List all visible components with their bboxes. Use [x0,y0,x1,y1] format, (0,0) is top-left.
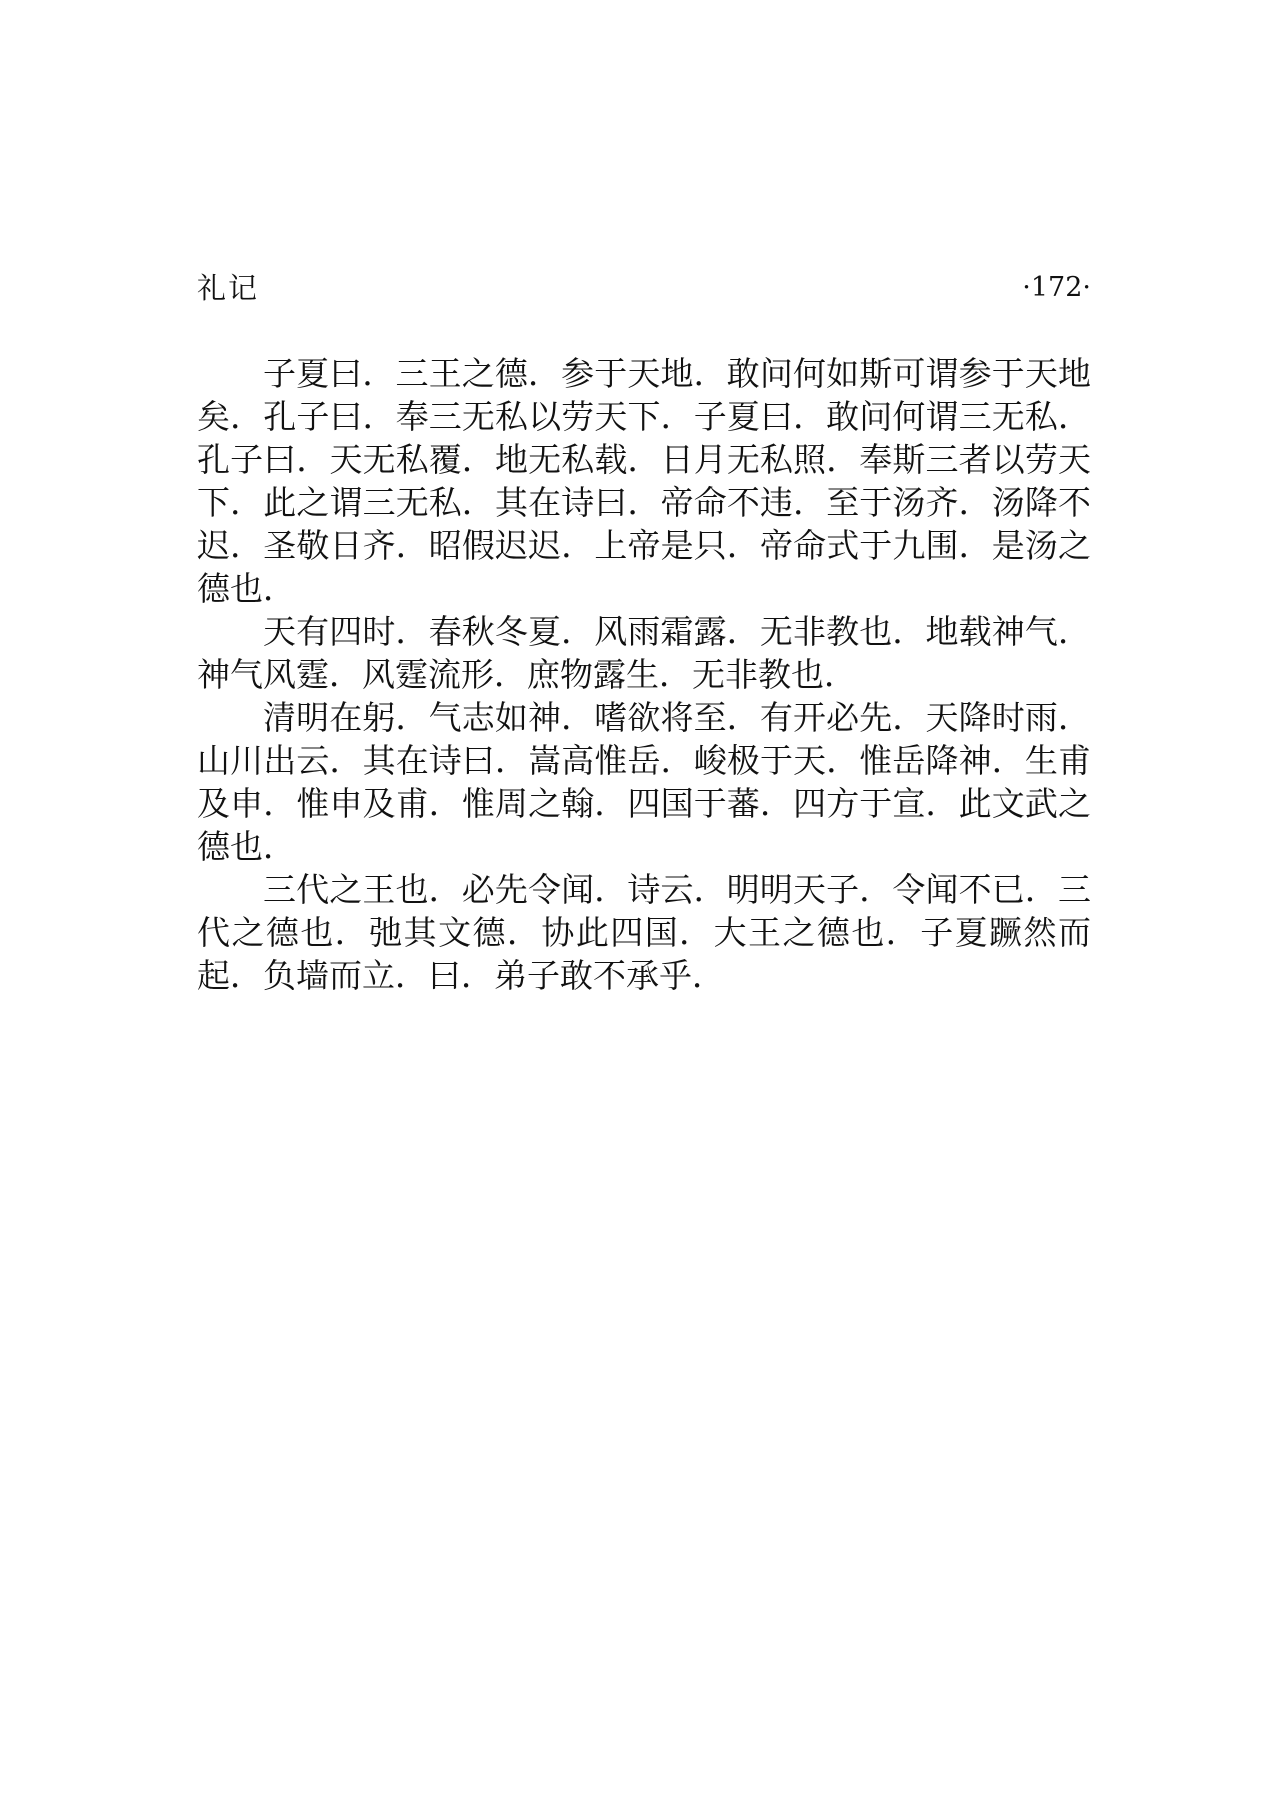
page-number: ·172· [1022,272,1091,303]
paragraph-3: 清明在躬．气志如神．嗜欲将至．有开必先．天降时雨．山川出云．其在诗曰．嵩高惟岳．峻极于天．惟岳降神．生甫及申．惟申及甫．惟周之翰．四国于蕃．四方于宣．此文武之德也． [197,698,1091,866]
book-title: 礼记 [197,271,260,305]
paragraph-4: 三代之王也．必先令闻．诗云．明明天子．令闻不已．三代之德也．弛其文德．协此四国．大王之德也．子夏蹶然而起．负墙而立．曰．弟子敢不承乎． [197,870,1091,995]
body-text [197,352,1091,997]
paragraph-2: 天有四时．春秋冬夏．风雨霜露．无非教也．地载神气．神气风霆．风霆流形．庶物露生．无非教也． [197,612,1091,694]
paragraph-1: 子夏曰．三王之德．参于天地．敢问何如斯可谓参于天地矣．孔子曰．奉三无私以劳天下．子夏曰．敢问何谓三无私．孔子曰．天无私覆．地无私载．日月无私照．奉斯三者以劳天下．此之谓三无私．其在诗曰．帝命不违．至于汤齐．汤降不迟．圣敬日齐．昭假迟迟．上帝是只．帝命式于九围．是汤之德也． [197,354,1091,608]
page-header [197,268,1091,308]
